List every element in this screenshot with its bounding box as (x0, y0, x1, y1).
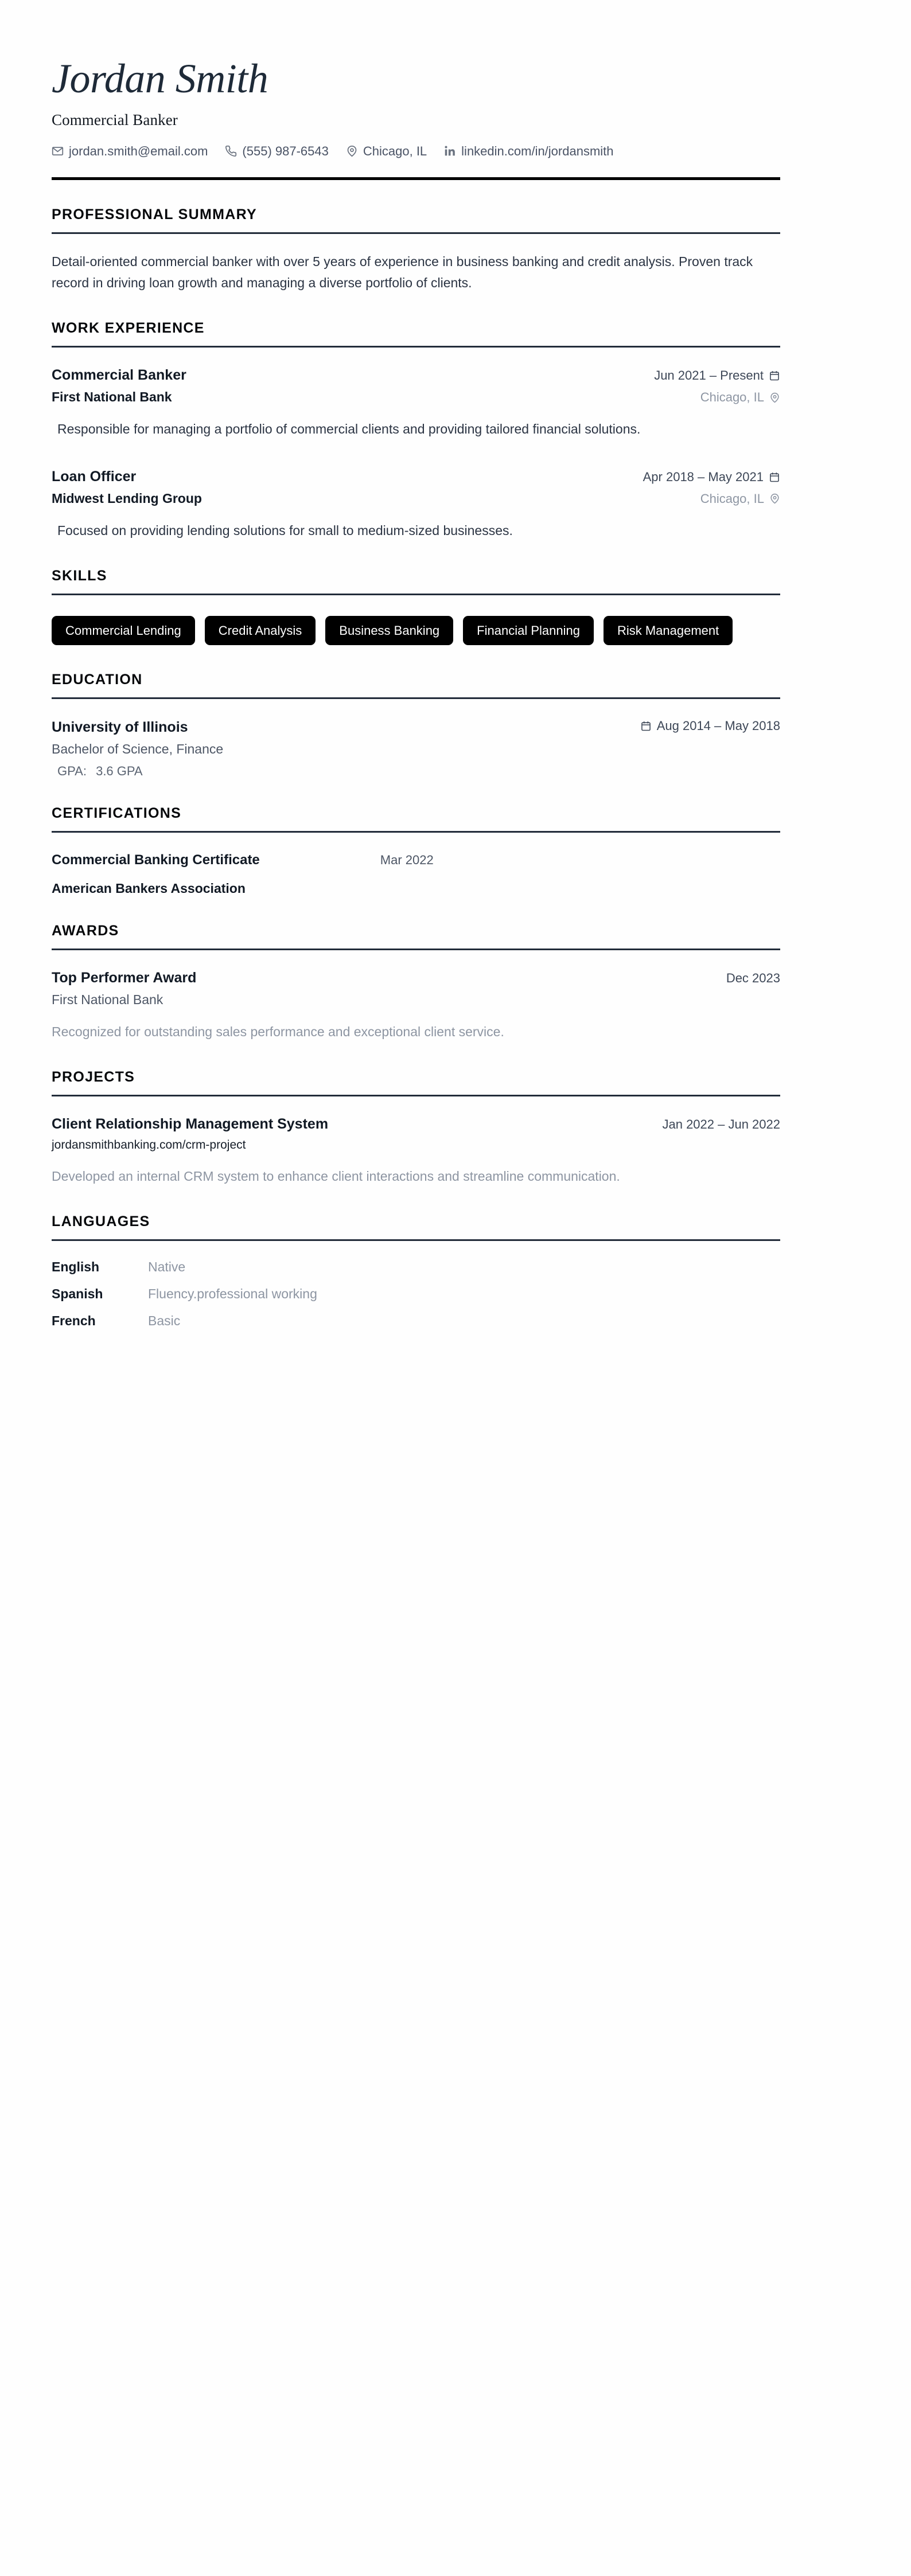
skill-pill: Commercial Lending (52, 616, 195, 645)
contact-row (52, 144, 780, 159)
experience-entry-header (52, 367, 780, 384)
award-name: Top Performer Award (52, 969, 197, 986)
location-icon (346, 145, 358, 157)
certification-issuer: American Bankers Association (52, 880, 246, 896)
language-name: French (52, 1313, 96, 1328)
section-divider (52, 697, 780, 699)
award-entry (52, 970, 780, 1043)
section-divider (52, 594, 780, 595)
language-level: Basic (148, 1313, 181, 1328)
experience-dates (643, 470, 780, 485)
project-name: Client Relationship Management System (52, 1115, 329, 1132)
education-gpa-label: GPA: (57, 763, 87, 778)
project-entry-header (52, 1116, 780, 1133)
experience-dates-text: Apr 2018 – May 2021 (643, 469, 764, 484)
certification-entry-header (52, 852, 780, 868)
section-title-awards: AWARDS (52, 922, 119, 939)
section-title-certifications: CERTIFICATIONS (52, 805, 182, 821)
contact-phone-text: (555) 987-6543 (242, 143, 329, 158)
contact-email-text: jordan.smith@email.com (69, 143, 208, 158)
experience-company: Midwest Lending Group (52, 490, 202, 506)
contact-email[interactable] (52, 144, 208, 159)
experience-entry (52, 367, 780, 440)
calendar-icon (640, 720, 652, 732)
award-date: Dec 2023 (726, 970, 780, 985)
language-level: Native (148, 1259, 186, 1274)
language-row (52, 1313, 780, 1329)
award-description: Recognized for outstanding sales performance and exceptional client service. (52, 1024, 504, 1039)
contact-location-text: Chicago, IL (363, 143, 427, 158)
education-entry-header (52, 719, 780, 736)
skill-pill: Business Banking (325, 616, 453, 645)
calendar-icon (769, 471, 780, 483)
skill-pill: Risk Management (604, 616, 733, 645)
education-entry (52, 719, 780, 779)
contact-linkedin-text: linkedin.com/in/jordansmith (461, 143, 614, 158)
project-description: Developed an internal CRM system to enhance client interactions and streamline communication. (52, 1168, 620, 1184)
award-issuer: First National Bank (52, 992, 163, 1007)
education-gpa (57, 764, 780, 779)
section-divider (52, 346, 780, 348)
contact-phone[interactable] (225, 144, 328, 159)
certification-name: Commercial Banking Certificate (52, 852, 260, 868)
summary-text: Detail-oriented commercial banker with over 5 years of experience in business banking and credit analysis. Proven track record in driving loan growth and managing a diverse portfolio of clients. (52, 253, 753, 290)
section-education (52, 672, 780, 779)
section-certifications (52, 805, 780, 896)
section-title-languages: LANGUAGES (52, 1213, 150, 1230)
section-divider (52, 831, 780, 833)
language-name: English (52, 1259, 100, 1274)
section-divider (52, 232, 780, 234)
section-title-summary: PROFESSIONAL SUMMARY (52, 206, 257, 223)
resume-header (52, 45, 780, 180)
experience-role: Commercial Banker (52, 367, 186, 384)
certification-date: Mar 2022 (380, 852, 434, 867)
section-divider (52, 949, 780, 950)
mail-icon (52, 145, 64, 157)
education-degree: Bachelor of Science, Finance (52, 741, 224, 756)
experience-entry-subheader (52, 485, 780, 506)
page-bottom-spacer (52, 1329, 780, 1988)
project-dates: Jan 2022 – Jun 2022 (662, 1117, 780, 1131)
experience-role: Loan Officer (52, 468, 137, 485)
section-divider (52, 1239, 780, 1241)
experience-entry-header (52, 469, 780, 485)
experience-dates (654, 368, 780, 383)
section-awards (52, 923, 780, 1043)
section-work-experience (52, 320, 780, 541)
certification-entry (52, 852, 780, 896)
project-url[interactable]: jordansmithbanking.com/crm-project (52, 1138, 246, 1152)
section-title-skills: SKILLS (52, 567, 107, 584)
education-gpa-value: 3.6 GPA (96, 763, 143, 778)
language-name: Spanish (52, 1286, 103, 1301)
section-languages (52, 1213, 780, 1329)
header-divider (52, 177, 780, 180)
award-entry-header (52, 970, 780, 986)
education-dates-text: Aug 2014 – May 2018 (656, 718, 780, 733)
candidate-job-title: Commercial Banker (52, 111, 178, 128)
section-projects (52, 1069, 780, 1187)
calendar-icon (769, 370, 780, 381)
location-icon (769, 493, 780, 504)
section-title-projects: PROJECTS (52, 1068, 135, 1085)
section-skills (52, 568, 780, 645)
contact-linkedin[interactable] (444, 144, 613, 159)
education-dates (640, 719, 780, 733)
education-school: University of Illinois (52, 719, 188, 735)
skill-pill: Financial Planning (463, 616, 594, 645)
contact-location (346, 144, 427, 159)
section-title-experience: WORK EXPERIENCE (52, 320, 205, 337)
experience-dates-text: Jun 2021 – Present (654, 368, 764, 383)
language-row (52, 1286, 780, 1302)
skill-pill: Credit Analysis (205, 616, 316, 645)
experience-company: First National Bank (52, 389, 172, 405)
experience-description: Focused on providing lending solutions for small to medium-sized businesses. (57, 522, 513, 538)
language-row (52, 1259, 780, 1275)
location-icon (769, 392, 780, 403)
skills-list (52, 616, 780, 645)
experience-location (700, 491, 780, 506)
linkedin-icon (444, 145, 456, 157)
experience-location-text: Chicago, IL (700, 390, 764, 405)
experience-location-text: Chicago, IL (700, 491, 764, 506)
project-entry (52, 1116, 780, 1187)
section-divider (52, 1095, 780, 1096)
experience-description: Responsible for managing a portfolio of commercial clients and providing tailored financial solutions. (57, 421, 641, 437)
phone-icon (225, 145, 237, 157)
language-level: Fluency.professional working (148, 1286, 317, 1301)
experience-location (700, 390, 780, 405)
candidate-name: Jordan Smith (52, 56, 268, 102)
experience-entry-subheader (52, 384, 780, 405)
experience-entry (52, 469, 780, 541)
languages-list (52, 1259, 780, 1329)
section-title-education: EDUCATION (52, 671, 143, 688)
section-professional-summary (52, 206, 780, 294)
